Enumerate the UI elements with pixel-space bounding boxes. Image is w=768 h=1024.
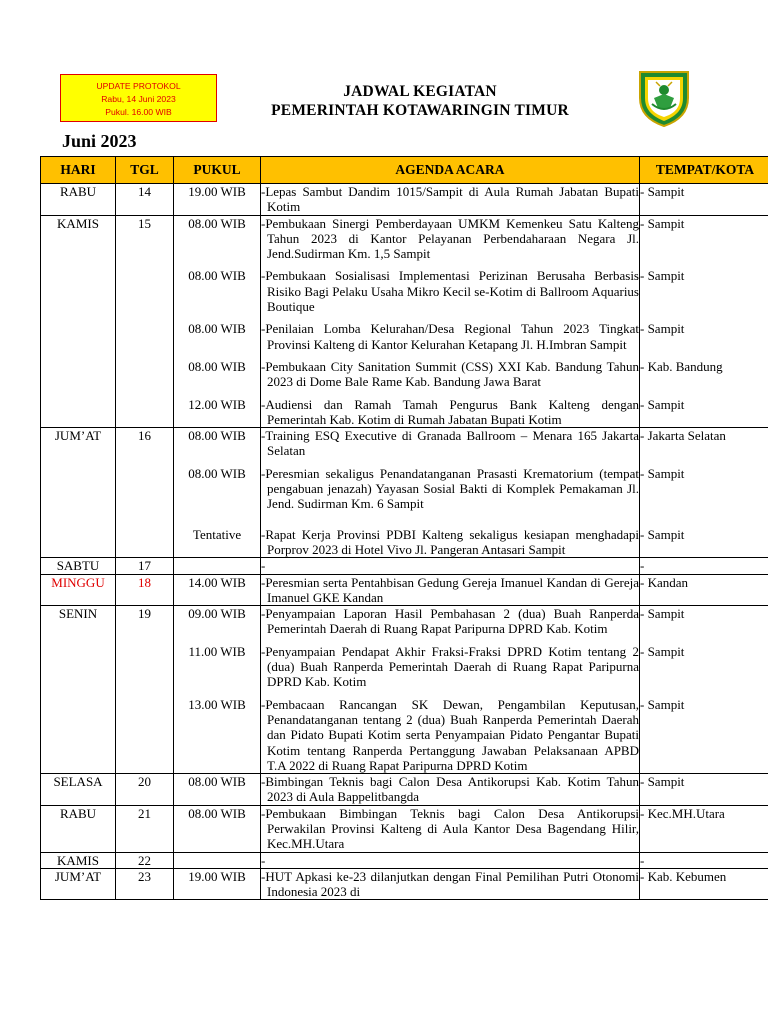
cell-tempat: - Kab. Bandung [640, 352, 768, 390]
table-row [41, 459, 768, 512]
update-line-2: Rabu, 14 Juni 2023 [101, 94, 176, 104]
cell-tgl: 19 [116, 606, 174, 637]
agenda-text: -Peresmian serta Pentahbisan Gedung Gereja Imanuel Kandan di Gereja Imanuel GKE Kandan [261, 574, 639, 605]
cell-hari: MINGGU [41, 574, 116, 606]
cell-tempat: - Sampit [640, 774, 768, 806]
cell-agenda [261, 390, 640, 428]
cell-agenda [261, 852, 640, 868]
update-protocol-box [60, 74, 217, 122]
table-row [41, 215, 768, 261]
column-header-tgl: TGL [116, 157, 174, 184]
column-header-pukul: PUKUL [174, 157, 261, 184]
cell-hari: SENIN [41, 606, 116, 637]
cell-pukul: 08.00 WIB [174, 805, 261, 852]
cell-tgl: 15 [116, 215, 174, 261]
agenda-text: -Peresmian sekaligus Penandatanganan Prasasti Krematorium (tempat pengabuan jenazah) Yayasan Sosial Bakti di Komplek Pemakaman Jl. Jend. Sudirman Km. 6 Sampit [261, 465, 639, 512]
table-row [41, 690, 768, 774]
cell-agenda [261, 314, 640, 352]
agenda-text: -Pembukaan Sosialisasi Implementasi Perizinan Berusaha Berbasis Risiko Bagi Pelaku Usaha Mikro Kecil se-Kotim di Ballroom Aquarius Boutique [261, 268, 639, 315]
cell-hari [41, 459, 116, 512]
table-row [41, 314, 768, 352]
agenda-text: - [261, 852, 266, 868]
cell-agenda [261, 805, 640, 852]
table-row [41, 261, 768, 314]
agenda-text: -Rapat Kerja Provinsi PDBI Kalteng sekaligus kesiapan menghadapi Porprov 2023 di Hotel Vivo Jl. Pangeran Antasari Sampit [261, 526, 639, 557]
table-row [41, 558, 768, 574]
table-row [41, 574, 768, 606]
cell-tempat: - Sampit [640, 261, 768, 314]
cell-hari: KAMIS [41, 852, 116, 868]
cell-tempat: - [640, 852, 768, 868]
cell-tgl: 21 [116, 805, 174, 852]
cell-tempat: - Sampit [640, 690, 768, 774]
cell-tgl [116, 637, 174, 690]
cell-tgl [116, 459, 174, 512]
cell-agenda [261, 352, 640, 390]
cell-hari [41, 390, 116, 428]
title-line-1: JADWAL KEGIATAN [343, 83, 497, 100]
cell-tempat: - Sampit [640, 215, 768, 261]
kotawaringin-timur-emblem-icon [636, 68, 692, 128]
cell-tgl [116, 390, 174, 428]
cell-agenda [261, 215, 640, 261]
cell-pukul: 13.00 WIB [174, 690, 261, 774]
cell-tgl: 17 [116, 558, 174, 574]
cell-pukul: 19.00 WIB [174, 184, 261, 216]
cell-tempat: - Sampit [640, 512, 768, 558]
agenda-text: -HUT Apkasi ke-23 dilanjutkan dengan Final Pemilihan Putri Otonomi Indonesia 2023 di [261, 868, 639, 900]
cell-hari: RABU [41, 805, 116, 852]
cell-tempat: - Sampit [640, 390, 768, 428]
cell-tempat: - Kec.MH.Utara [640, 805, 768, 852]
cell-hari [41, 261, 116, 314]
cell-tempat: - Sampit [640, 459, 768, 512]
cell-agenda [261, 690, 640, 774]
cell-hari: RABU [41, 184, 116, 216]
agenda-text: -Pembacaan Rancangan SK Dewan, Pengambilan Keputusan, Penandatanganan tentang 2 (dua) Buah Ranperda Pemerintah Daerah dan Pidato Bupati Kotim serta Penyampaian Pidato Pengantar Bupati Kotim tentang Ranperda Pertanggung Jawaban Pelaksanaan APBD T.A 2022 di Ruang Rapat Paripurna DPRD Kotim [261, 696, 639, 773]
cell-hari [41, 690, 116, 774]
cell-agenda [261, 574, 640, 606]
cell-tgl [116, 261, 174, 314]
cell-tgl: 23 [116, 868, 174, 900]
cell-tgl [116, 512, 174, 558]
cell-tempat: - Kab. Kebumen [640, 868, 768, 900]
table-row [41, 428, 768, 459]
cell-hari: JUM’AT [41, 428, 116, 459]
cell-pukul: 09.00 WIB [174, 606, 261, 637]
cell-hari [41, 314, 116, 352]
table-row [41, 805, 768, 852]
agenda-text: -Bimbingan Teknis bagi Calon Desa Antikorupsi Kab. Kotim Tahun 2023 di Aula Bappelitbangda [261, 774, 639, 805]
cell-agenda [261, 868, 640, 900]
table-header-row [41, 157, 768, 184]
table-row [41, 868, 768, 900]
cell-pukul: 08.00 WIB [174, 352, 261, 390]
table-row [41, 184, 768, 216]
cell-agenda [261, 774, 640, 806]
cell-tempat: - [640, 558, 768, 574]
cell-hari: SABTU [41, 558, 116, 574]
cell-pukul: 14.00 WIB [174, 574, 261, 606]
cell-tempat: - Sampit [640, 637, 768, 690]
update-line-3: Pukul. 16.00 WIB [105, 107, 172, 117]
cell-agenda [261, 428, 640, 459]
column-header-hari: HARI [41, 157, 116, 184]
agenda-text: -Pembukaan Sinergi Pemberdayaan UMKM Kemenkeu Satu Kalteng Tahun 2023 di Kantor Pelayanan Perbendaharaan Negara Jl. Jend.Sudirman Km. 1,5 Sampit [261, 215, 639, 262]
cell-tgl: 20 [116, 774, 174, 806]
agenda-text: -Lepas Sambut Dandim 1015/Sampit di Aula Rumah Jabatan Bupati Kotim [261, 184, 639, 215]
cell-pukul: 19.00 WIB [174, 868, 261, 900]
title-line-2: PEMERINTAH KOTAWARINGIN TIMUR [271, 102, 569, 119]
cell-tempat: - Kandan [640, 574, 768, 606]
table-row [41, 637, 768, 690]
cell-agenda [261, 459, 640, 512]
cell-pukul: 11.00 WIB [174, 637, 261, 690]
column-header-tempat: TEMPAT/KOTA [640, 157, 768, 184]
agenda-text: -Penyampaian Laporan Hasil Pembahasan 2 (dua) Buah Ranperda Pemerintah Daerah di Ruang Rapat Paripurna DPRD Kab. Kotim [261, 606, 639, 637]
cell-hari: SELASA [41, 774, 116, 806]
schedule-body [41, 184, 768, 900]
agenda-text: -Penilaian Lomba Kelurahan/Desa Regional Tahun 2023 Tingkat Provinsi Kalteng di Kantor Kelurahan Ketapang Jl. H.Imbran Sampit [261, 321, 639, 352]
table-row [41, 852, 768, 868]
cell-hari [41, 352, 116, 390]
month-heading: Juni 2023 [62, 131, 137, 151]
cell-pukul: 08.00 WIB [174, 459, 261, 512]
agenda-text: -Penyampaian Pendapat Akhir Fraksi-Fraksi DPRD Kotim tentang 2 (dua) Buah Ranperda Pemerintah Daerah di Ruang Rapat Paripurna DPRD Kab. Kotim [261, 643, 639, 690]
agenda-text: -Training ESQ Executive di Granada Ballroom – Menara 165 Jakarta Selatan [261, 428, 639, 459]
cell-pukul: 12.00 WIB [174, 390, 261, 428]
cell-agenda [261, 558, 640, 574]
cell-tgl [116, 352, 174, 390]
cell-agenda [261, 606, 640, 637]
cell-hari: KAMIS [41, 215, 116, 261]
document-title [230, 82, 610, 120]
cell-hari [41, 512, 116, 558]
cell-tempat: - Sampit [640, 606, 768, 637]
cell-pukul: 08.00 WIB [174, 261, 261, 314]
agenda-text: -Pembukaan Bimbingan Teknis bagi Calon Desa Antikorupsi Perwakilan Provinsi Kalteng di Aula Kantor Desa Bagendang Hilir, Kec.MH.Utara [261, 805, 639, 852]
table-row [41, 390, 768, 428]
cell-agenda [261, 261, 640, 314]
cell-pukul: 08.00 WIB [174, 774, 261, 806]
table-row [41, 352, 768, 390]
schedule-table [40, 156, 768, 900]
cell-pukul: 08.00 WIB [174, 314, 261, 352]
cell-agenda [261, 184, 640, 216]
cell-pukul [174, 558, 261, 574]
column-header-agenda: AGENDA ACARA [261, 157, 640, 184]
agenda-text: -Pembukaan City Sanitation Summit (CSS) XXI Kab. Bandung Tahun 2023 di Dome Bale Rame Kab. Bandung Jawa Barat [261, 358, 639, 390]
table-row [41, 774, 768, 806]
cell-tempat: - Sampit [640, 314, 768, 352]
table-row [41, 512, 768, 558]
cell-tgl: 14 [116, 184, 174, 216]
cell-hari [41, 637, 116, 690]
cell-pukul: 08.00 WIB [174, 215, 261, 261]
cell-pukul: Tentative [174, 512, 261, 558]
cell-tempat: - Sampit [640, 184, 768, 216]
agenda-text: -Audiensi dan Ramah Tamah Pengurus Bank Kalteng dengan Pemerintah Kab. Kotim di Rumah Jabatan Bupati Kotim [261, 396, 639, 427]
cell-pukul [174, 852, 261, 868]
cell-pukul: 08.00 WIB [174, 428, 261, 459]
table-row [41, 606, 768, 637]
cell-tgl [116, 690, 174, 774]
cell-tgl [116, 314, 174, 352]
cell-tgl: 22 [116, 852, 174, 868]
cell-agenda [261, 512, 640, 558]
cell-tgl: 16 [116, 428, 174, 459]
cell-agenda [261, 637, 640, 690]
agenda-text: - [261, 558, 266, 574]
cell-hari: JUM’AT [41, 868, 116, 900]
cell-tgl: 18 [116, 574, 174, 606]
update-line-1: UPDATE PROTOKOL [96, 81, 181, 91]
cell-tempat: - Jakarta Selatan [640, 428, 768, 459]
